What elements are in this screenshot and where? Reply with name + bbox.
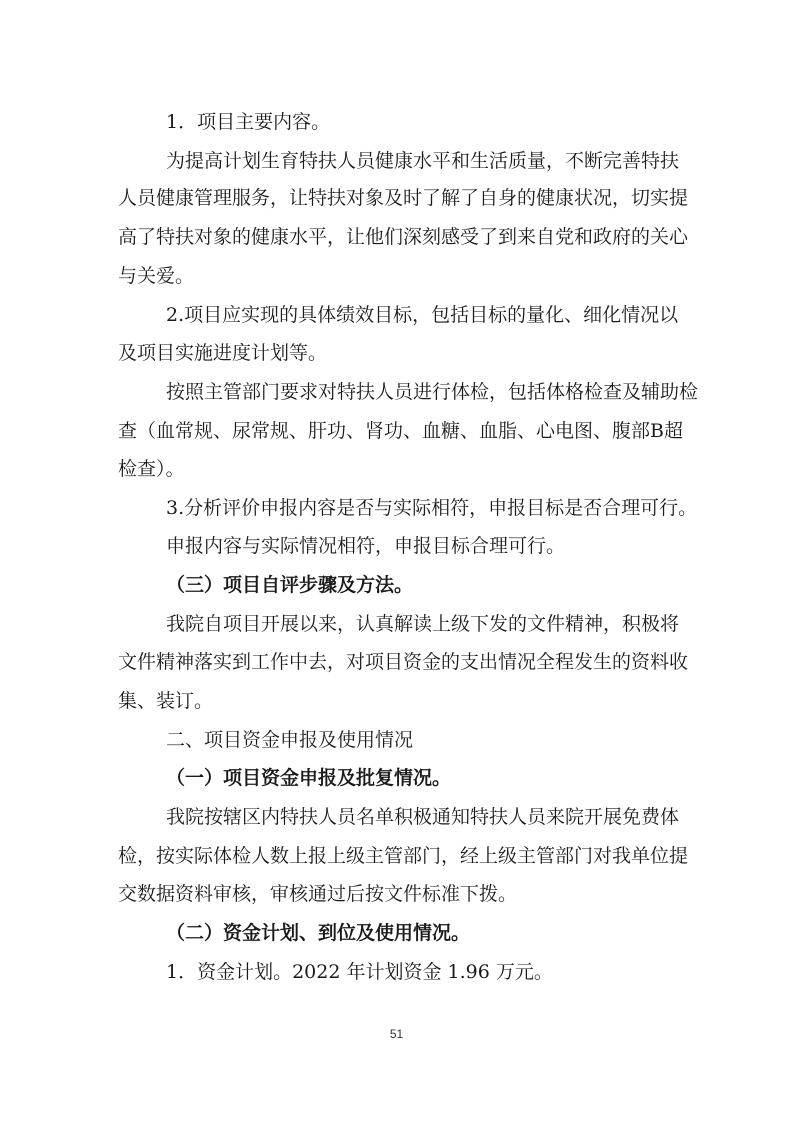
paragraph-line: 我院自项目开展以来，认真解读上级下发的文件精神，积极将 [166, 613, 680, 635]
paragraph-line: 人员健康管理服务，让特扶对象及时了解了自身的健康状况，切实提 [118, 187, 689, 209]
page-number: 51 [389, 1027, 404, 1041]
paragraph-line: 3.分析评价申报内容是否与实际相符，申报目标是否合理可行。 [166, 497, 698, 519]
paragraph-line: 2.项目应实现的具体绩效目标，包括目标的量化、细化情况以 [166, 304, 679, 326]
paragraph-line: 检查）。 [118, 458, 185, 480]
section-heading: （三）项目自评步骤及方法。 [166, 574, 414, 596]
paragraph-line: 我院按辖区内特扶人员名单积极通知特扶人员来院开展免费体 [166, 806, 680, 828]
paragraph-line: 文件精神落实到工作中去，对项目资金的支出情况全程发生的资料收 [118, 651, 689, 673]
paragraph-line: 申报内容与实际情况相符，申报目标合理可行。 [166, 535, 566, 557]
section-heading: （一）项目资金申报及批复情况。 [166, 767, 452, 789]
paragraph-line: 1．项目主要内容。 [166, 111, 331, 133]
paragraph-line: 交数据资料审核，审核通过后按文件标准下拨。 [118, 883, 518, 905]
paragraph-line: 及项目实施进度计划等。 [118, 342, 328, 364]
paragraph-line: 按照主管部门要求对特扶人员进行体检，包括体格检查及辅助检 [166, 381, 699, 403]
paragraph-line: 检，按实际体检人数上报上级主管部门，经上级主管部门对我单位提 [118, 845, 689, 867]
paragraph-line: 为提高计划生育特扶人员健康水平和生活质量，不断完善特扶 [166, 150, 680, 172]
paragraph-line: 集、装订。 [118, 690, 214, 712]
paragraph-line: 与关爱。 [118, 265, 195, 287]
paragraph-line: 高了特扶对象的健康水平，让他们深刻感受了到来自党和政府的关心 [118, 226, 689, 248]
paragraph-line: 查（血常规、尿常规、肝功、肾功、血糖、血脂、心电图、腹部B超 [118, 420, 683, 442]
section-heading: （二）资金计划、到位及使用情况。 [166, 922, 471, 944]
section-heading: 二、项目资金申报及使用情况 [166, 729, 414, 751]
paragraph-line: 1．资金计划。2022 年计划资金 1.96 万元。 [166, 961, 553, 983]
